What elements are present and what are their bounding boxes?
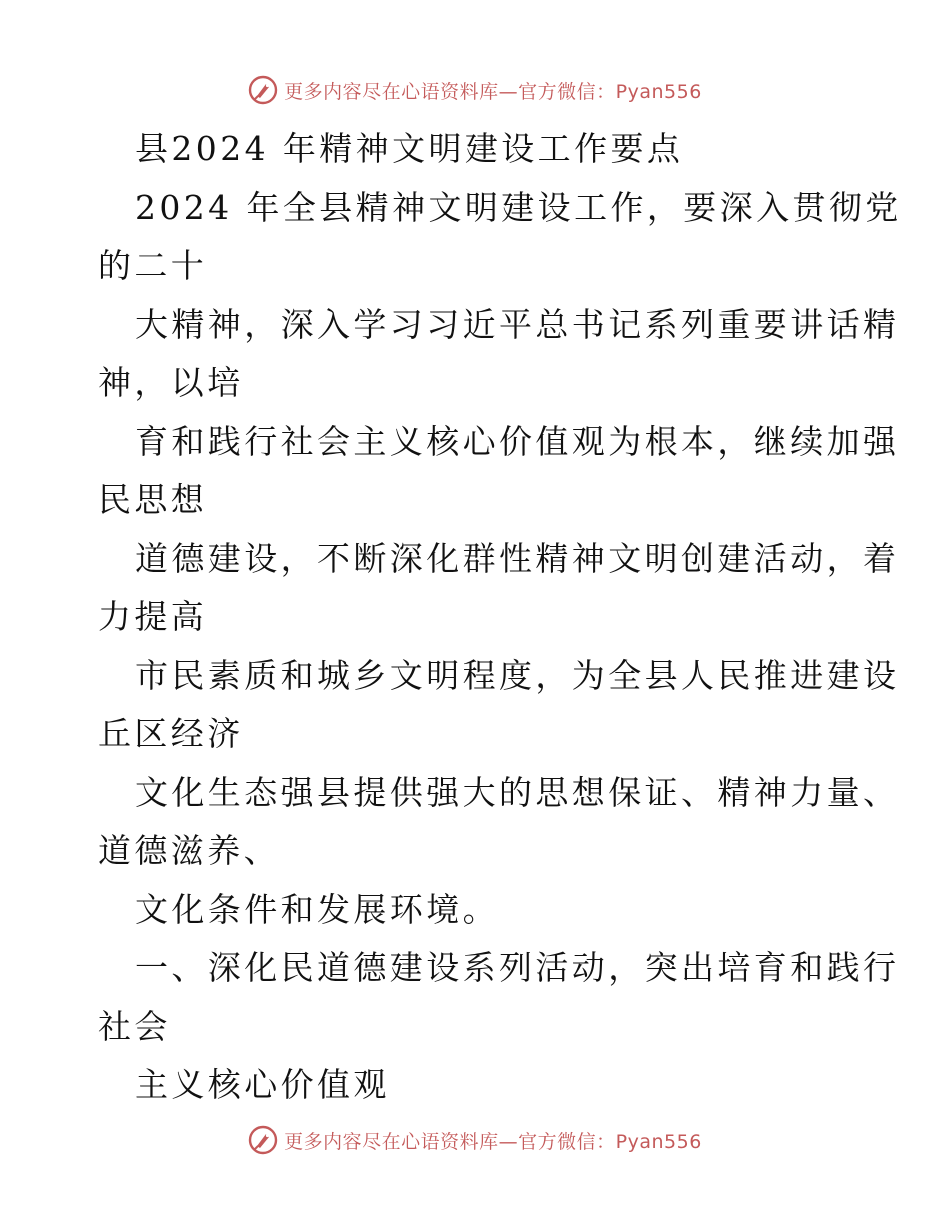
footer-watermark xyxy=(0,1120,950,1160)
paragraph-line: 力提高 xyxy=(98,597,208,636)
header-watermark xyxy=(0,70,950,110)
paragraph-line: 大精神，深入学习习近平总书记系列重要讲话精 xyxy=(135,304,900,344)
paragraph-line: 道德滋养、 xyxy=(98,831,280,870)
paragraph-line: 文化生态强县提供强大的思想保证、精神力量、 xyxy=(135,772,900,812)
section-heading-continued: 主义核心价值观 xyxy=(135,1065,390,1104)
paragraph-line: 文化条件和发展环境。 xyxy=(135,889,499,929)
pen-nib-logo-icon xyxy=(248,1125,278,1155)
paragraph-line: 神，以培 xyxy=(98,363,244,402)
footer-watermark-text: 更多内容尽在心语资料库—官方微信：Pyan556 xyxy=(284,1130,702,1153)
document-title: 县2024 年精神文明建设工作要点 xyxy=(135,129,684,168)
pen-nib-logo-icon xyxy=(248,75,278,105)
document-body xyxy=(98,120,902,1115)
paragraph-line: 的二十 xyxy=(98,246,208,285)
section-heading: 一、深化民道德建设系列活动，突出培育和践行 xyxy=(135,948,900,987)
paragraph-line: 道德建设，不断深化群性精神文明创建活动，着 xyxy=(135,538,900,578)
paragraph-line: 丘区经济 xyxy=(98,714,244,753)
paragraph-line: 市民素质和城乡文明程度，为全县人民推进建设 xyxy=(135,655,900,695)
paragraph-line: 育和践行社会主义核心价值观为根本，继续加强 xyxy=(135,421,900,461)
paragraph-line: 2024 年全县精神文明建设工作，要深入贯彻党 xyxy=(135,187,902,227)
section-heading-continued: 社会 xyxy=(98,1006,171,1046)
paragraph-line: 民思想 xyxy=(98,480,208,519)
header-watermark-text: 更多内容尽在心语资料库—官方微信：Pyan556 xyxy=(284,80,702,103)
